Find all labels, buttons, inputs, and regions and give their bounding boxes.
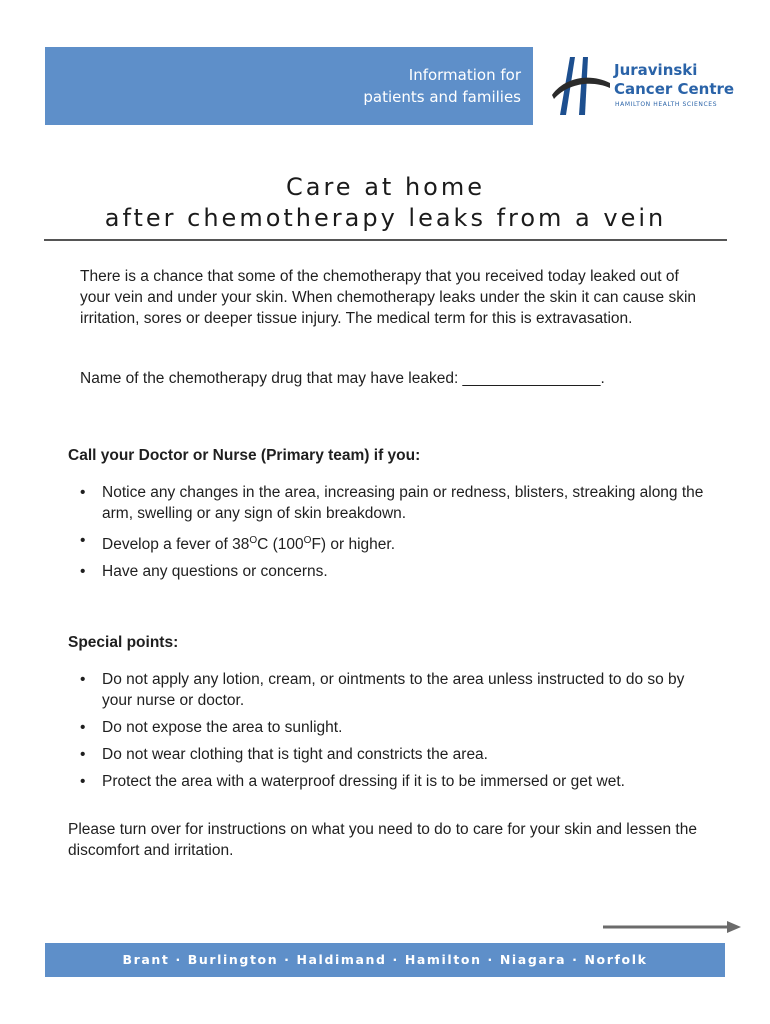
- intro-paragraph: There is a chance that some of the chemotherapy that you received today leaked out of your vein and under your skin. When chemotherapy leaks under the skin it can cause skin irritation, sores or deeper tissue injury. The medical term for this is extravasation.: [80, 268, 697, 327]
- bullet-icon: •: [80, 746, 86, 763]
- fever-text-end: F) or higher.: [311, 536, 395, 554]
- logo-name-line-1: Juravinski: [614, 61, 698, 79]
- arrow-right-icon: [603, 919, 743, 935]
- list-item-text: Do not apply any lotion, cream, or ointments to the area unless instructed to do so by your nurse or doctor.: [102, 671, 685, 709]
- special-points-list: [68, 669, 718, 798]
- document-title: [44, 172, 727, 234]
- call-section-heading: Call your Doctor or Nurse (Primary team) if you:: [68, 447, 421, 464]
- list-item: [68, 482, 718, 524]
- bullet-icon: •: [80, 563, 86, 581]
- fever-text-middle: C (100: [257, 536, 304, 554]
- juravinski-logo: [550, 55, 750, 117]
- logo-name-line-2: Cancer Centre: [614, 80, 735, 98]
- logo-title: [614, 61, 734, 99]
- title-line-1: Care at home: [286, 173, 485, 201]
- title-line-2: after chemotherapy leaks from a vein: [104, 204, 667, 232]
- banner-line-2: patients and families: [363, 88, 521, 106]
- bullet-icon: •: [80, 773, 86, 790]
- list-item: [68, 744, 718, 765]
- list-item: [68, 771, 718, 792]
- juravinski-logo-mark-icon: [550, 55, 612, 117]
- title-divider: [44, 239, 727, 241]
- bullet-icon: •: [80, 719, 86, 736]
- closing-paragraph: Please turn over for instructions on what you need to do to care for your skin and lessen the discomfort and irritation.: [68, 821, 697, 859]
- logo-subtitle: HAMILTON HEALTH SCIENCES: [615, 101, 718, 108]
- list-item-text: [102, 536, 395, 553]
- special-points-heading: Special points:: [68, 634, 179, 651]
- list-item-text: Protect the area with a waterproof dressing if it is to be immersed or get wet.: [102, 773, 625, 790]
- degree-superscript: O: [249, 535, 258, 546]
- bullet-icon: •: [80, 671, 86, 688]
- list-item: [68, 717, 718, 738]
- list-item: [68, 530, 718, 555]
- list-item: [68, 669, 718, 711]
- bullet-icon: •: [80, 532, 86, 549]
- list-item-text: Have any questions or concerns.: [102, 563, 328, 581]
- footer-band: [45, 943, 725, 977]
- list-item-text: Do not wear clothing that is tight and constricts the area.: [102, 746, 488, 763]
- call-section-list: [68, 482, 718, 588]
- fever-text-start: Develop a fever of 38: [102, 536, 250, 554]
- banner-text: [221, 64, 521, 108]
- footer-locations: Brant · Burlington · Haldimand · Hamilton · Niagara · Norfolk: [122, 952, 648, 967]
- list-item-text: Do not expose the area to sunlight.: [102, 719, 343, 736]
- banner-line-1: Information for: [408, 66, 521, 84]
- list-item-text: Notice any changes in the area, increasing pain or redness, blisters, streaking along the arm, swelling or any sign of skin breakdown.: [102, 484, 704, 522]
- header-banner: [45, 47, 533, 125]
- list-item: [68, 561, 718, 582]
- bullet-icon: •: [80, 484, 86, 501]
- drug-name-line: Name of the chemotherapy drug that may have leaked: ________________.: [80, 370, 605, 387]
- degree-superscript: O: [303, 535, 312, 546]
